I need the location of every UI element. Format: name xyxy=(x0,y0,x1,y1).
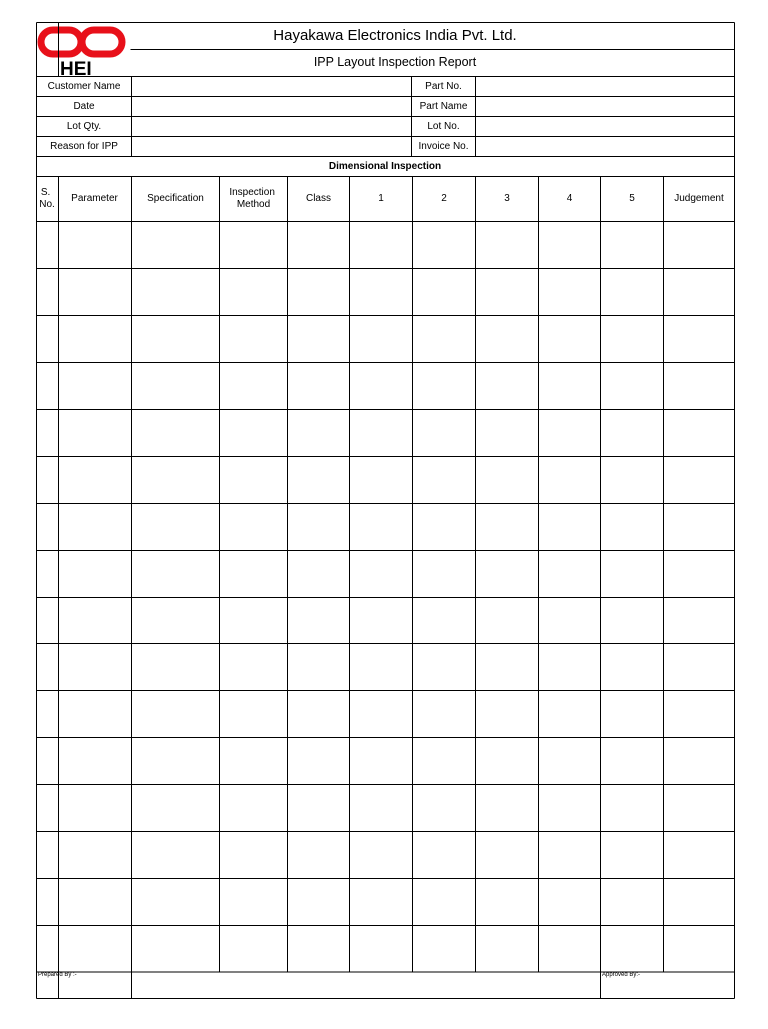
prepared-by-label: Prepared By :- xyxy=(38,972,77,978)
header-specification: Specification xyxy=(147,193,204,204)
approved-by-label: Approved By:- xyxy=(602,972,641,978)
label-part-no: Part No. xyxy=(425,81,462,92)
label-customer-name: Customer Name xyxy=(47,81,121,92)
header-col-2: 2 xyxy=(441,193,447,204)
header-sno-line2: No. xyxy=(39,199,55,210)
header-col-5: 5 xyxy=(629,193,635,204)
label-date: Date xyxy=(73,101,95,112)
logo-text: HEI xyxy=(60,59,92,80)
header-parameter: Parameter xyxy=(71,193,118,204)
report-title: IPP Layout Inspection Report xyxy=(313,55,477,69)
label-part-name: Part Name xyxy=(419,101,468,112)
header-col-3: 3 xyxy=(504,193,510,204)
hei-logo xyxy=(41,30,122,80)
logo-ring-left xyxy=(41,30,81,54)
label-invoice-no: Invoice No. xyxy=(418,141,469,152)
company-name: Hayakawa Electronics India Pvt. Ltd. xyxy=(273,27,517,44)
header-judgement: Judgement xyxy=(674,193,724,204)
header-inspection-method xyxy=(229,187,277,210)
label-reason-for-ipp: Reason for IPP xyxy=(50,141,118,152)
header-sno-line1: S. xyxy=(40,187,51,198)
logo-ring-right xyxy=(82,30,122,54)
label-lot-no: Lot No. xyxy=(427,121,460,132)
header-method-line1: Inspection xyxy=(229,187,275,198)
header-method-line2: Method xyxy=(236,199,271,210)
section-title: Dimensional Inspection xyxy=(328,161,442,172)
header-col-4: 4 xyxy=(566,193,573,204)
label-lot-qty: Lot Qty. xyxy=(66,121,102,132)
header-col-1: 1 xyxy=(378,193,384,204)
header-class: Class xyxy=(305,193,332,204)
header-sno xyxy=(39,187,55,210)
